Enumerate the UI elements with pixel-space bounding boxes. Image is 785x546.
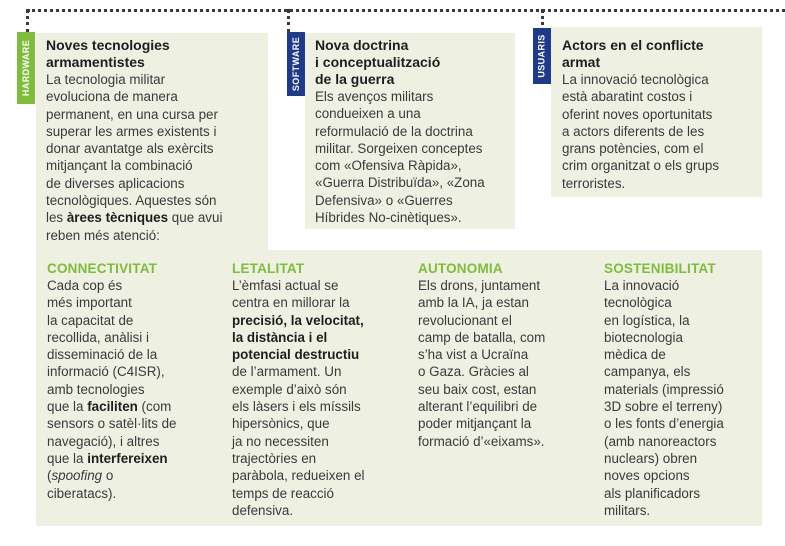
top-dotted-line: [27, 9, 785, 12]
areas-tecniques-emphasis: àrees tècniques: [66, 210, 169, 226]
autonomia-section: [418, 260, 598, 450]
letalitat-section: [232, 260, 412, 519]
connectivitat-section: [47, 260, 227, 502]
hardware-body: La tecnologia militar evoluciona de manera permanent, en una cursa per superar les armes existents i donar avantatge als exèrcits mitjançant la combinació de diverses aplicacions tecnològiques. Aquestes són les àrees tècniques que avui reben més atenció:: [46, 72, 223, 243]
letalitat-body: L’èmfasi actual se centra en millorar la precisió, la velocitat, la distància i el potencial destructiu de l’armament. Un exemple d’això són els làsers i els míssils hipersònics, que ja no necessiten trajectòries en paràbola, redueixen el temps de reacció defensiva.: [232, 278, 365, 518]
precisio-emphasis: precisió, la velocitat,: [232, 312, 364, 328]
hardware-connector: [26, 9, 29, 33]
potencial-emphasis: potencial destructiu: [232, 347, 360, 363]
usuaris-tag: USUARIS: [537, 34, 547, 78]
software-body: Els avenços militars condueixen a una reformulació de la doctrina militar. Sorgeixen conceptes com «Ofensiva Ràpida», «Guerra Distribuïda», «Zona Defensiva» o «Guerres Híbrides No-cinètiques».: [315, 89, 485, 226]
hardware-tag: HARDWARE: [21, 39, 32, 97]
usuaris-body: La innovació tecnològica està abaratint costos i oferint noves oportunitats a actors diferents de les grans potències, com el crim organitzat o els grups terroristes.: [562, 72, 720, 191]
distancia-emphasis: la distància i el: [232, 329, 328, 345]
usuaris-title: Actors en el conflicte armat: [562, 37, 704, 70]
hardware-ribbon: [17, 32, 35, 104]
software-title: Nova doctrina i conceptualització de la guerra: [315, 37, 441, 87]
hardware-block: [46, 37, 268, 244]
autonomia-body: Els drons, juntament amb la IA, ja estan revolucionant el camp de batalla, com s’ha vist a Ucraïna o Gaza. Gràcies al seu baix cost, estan alterant l’equilibri de poder mitjançant la formació d’«eixams».: [418, 278, 546, 449]
sostenibilitat-body: La innovació tecnològica en logística, la biotecnologia mèdica de campanya, els materials (impressió 3D sobre el terreny) o les fonts d’energia (amb nanoreactors nuclears) obren noves opcions als planificadors militars.: [604, 278, 724, 518]
sostenibilitat-section: [604, 260, 762, 519]
usuaris-ribbon: [533, 28, 551, 84]
faciliten-emphasis: faciliten: [87, 399, 138, 415]
connectivitat-heading: CONNECTIVITAT: [47, 261, 158, 276]
software-connector: [287, 9, 290, 33]
autonomia-heading: AUTONOMIA: [418, 261, 503, 276]
software-block: [315, 37, 513, 226]
spoofing-term: spoofing: [51, 468, 103, 484]
letalitat-heading: LETALITAT: [232, 261, 305, 276]
sostenibilitat-heading: SOSTENIBILITAT: [604, 261, 716, 276]
interfereixen-emphasis: interfereixen: [87, 450, 168, 466]
software-tag: SOFTWARE: [291, 36, 302, 92]
connectivitat-body: Cada cop és més important la capacitat de recollida, anàlisi i disseminació de la informació (C4ISR), amb tecnologies que la faciliten (com sensors o satèl·lits de navegació), i altres que la interfereixen (spoofing o ciberatacs).: [47, 278, 177, 501]
software-ribbon: [287, 32, 305, 96]
hardware-title: Noves tecnologies armamentistes: [46, 37, 170, 70]
usuaris-block: [562, 37, 760, 192]
